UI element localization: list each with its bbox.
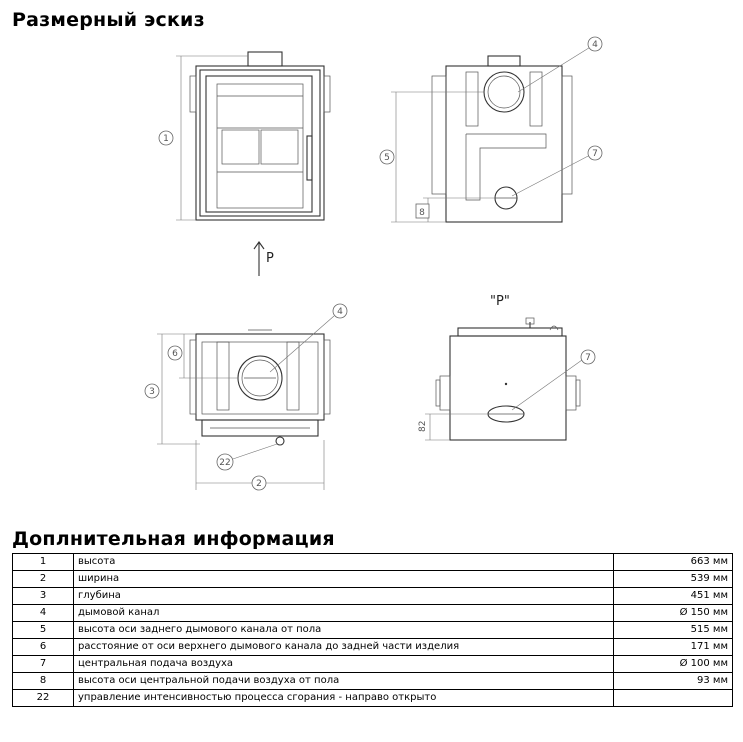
row-number: 6	[13, 639, 74, 656]
row-description: дымовой канал	[74, 605, 614, 622]
row-number: 5	[13, 622, 74, 639]
svg-text:3: 3	[149, 387, 155, 397]
row-value: 663 мм	[614, 554, 733, 571]
front-view	[176, 52, 330, 220]
svg-text:4: 4	[592, 40, 598, 50]
row-number: 2	[13, 571, 74, 588]
svg-text:6: 6	[172, 349, 178, 359]
svg-text:8: 8	[419, 208, 425, 218]
table-row	[13, 690, 733, 707]
callout-6	[168, 346, 182, 360]
rear-view	[391, 46, 592, 222]
row-number: 7	[13, 656, 74, 673]
callout-2	[252, 476, 266, 490]
callout-7-p	[581, 350, 595, 364]
row-number: 8	[13, 673, 74, 690]
info-heading: Доплнительная информация	[12, 528, 335, 550]
callout-3	[145, 384, 159, 398]
row-number: 22	[13, 690, 74, 707]
svg-text:1: 1	[163, 134, 169, 144]
table-row	[13, 622, 733, 639]
table-row	[13, 605, 733, 622]
callout-7-rear	[588, 146, 602, 160]
row-value: 451 мм	[614, 588, 733, 605]
row-description: центральная подача воздуха	[74, 656, 614, 673]
row-value: 171 мм	[614, 639, 733, 656]
svg-text:5: 5	[384, 153, 390, 163]
table-row	[13, 656, 733, 673]
table-row	[13, 588, 733, 605]
view-title-p: "P"	[490, 294, 510, 309]
callout-5	[380, 150, 394, 164]
row-description: управление интенсивностью процесса сгорания - направо открыто	[74, 690, 614, 707]
top-view	[157, 316, 334, 490]
svg-text:7: 7	[585, 353, 591, 363]
row-value: 93 мм	[614, 673, 733, 690]
svg-text:7: 7	[592, 149, 598, 159]
table-row	[13, 554, 733, 571]
callout-4-top	[333, 304, 347, 318]
row-value: 539 мм	[614, 571, 733, 588]
row-number: 4	[13, 605, 74, 622]
table-row	[13, 673, 733, 690]
view-arrow-p	[254, 242, 274, 276]
table-row	[13, 639, 733, 656]
callout-8	[416, 204, 429, 218]
svg-text:2: 2	[256, 479, 262, 489]
row-number: 1	[13, 554, 74, 571]
row-description: глубина	[74, 588, 614, 605]
view-label-p: P	[266, 251, 274, 266]
row-number: 3	[13, 588, 74, 605]
row-value: Ø 150 мм	[614, 605, 733, 622]
dim-82: 82	[418, 420, 428, 432]
row-value: Ø 100 мм	[614, 656, 733, 673]
info-table	[12, 553, 733, 707]
row-description: ширина	[74, 571, 614, 588]
row-value	[614, 690, 733, 707]
callout-22	[217, 454, 233, 470]
svg-text:4: 4	[337, 307, 343, 317]
row-description: высота оси заднего дымового канала от пола	[74, 622, 614, 639]
table-row	[13, 571, 733, 588]
row-description: высота оси центральной подачи воздуха от пола	[74, 673, 614, 690]
sketch-heading: Размерный эскиз	[12, 9, 205, 31]
p-view	[418, 318, 582, 440]
callout-4-rear	[588, 37, 602, 51]
row-description: расстояние от оси верхнего дымового канала до задней части изделия	[74, 639, 614, 656]
row-value: 515 мм	[614, 622, 733, 639]
callout-1	[159, 131, 173, 145]
svg-text:22: 22	[219, 458, 231, 468]
row-description: высота	[74, 554, 614, 571]
